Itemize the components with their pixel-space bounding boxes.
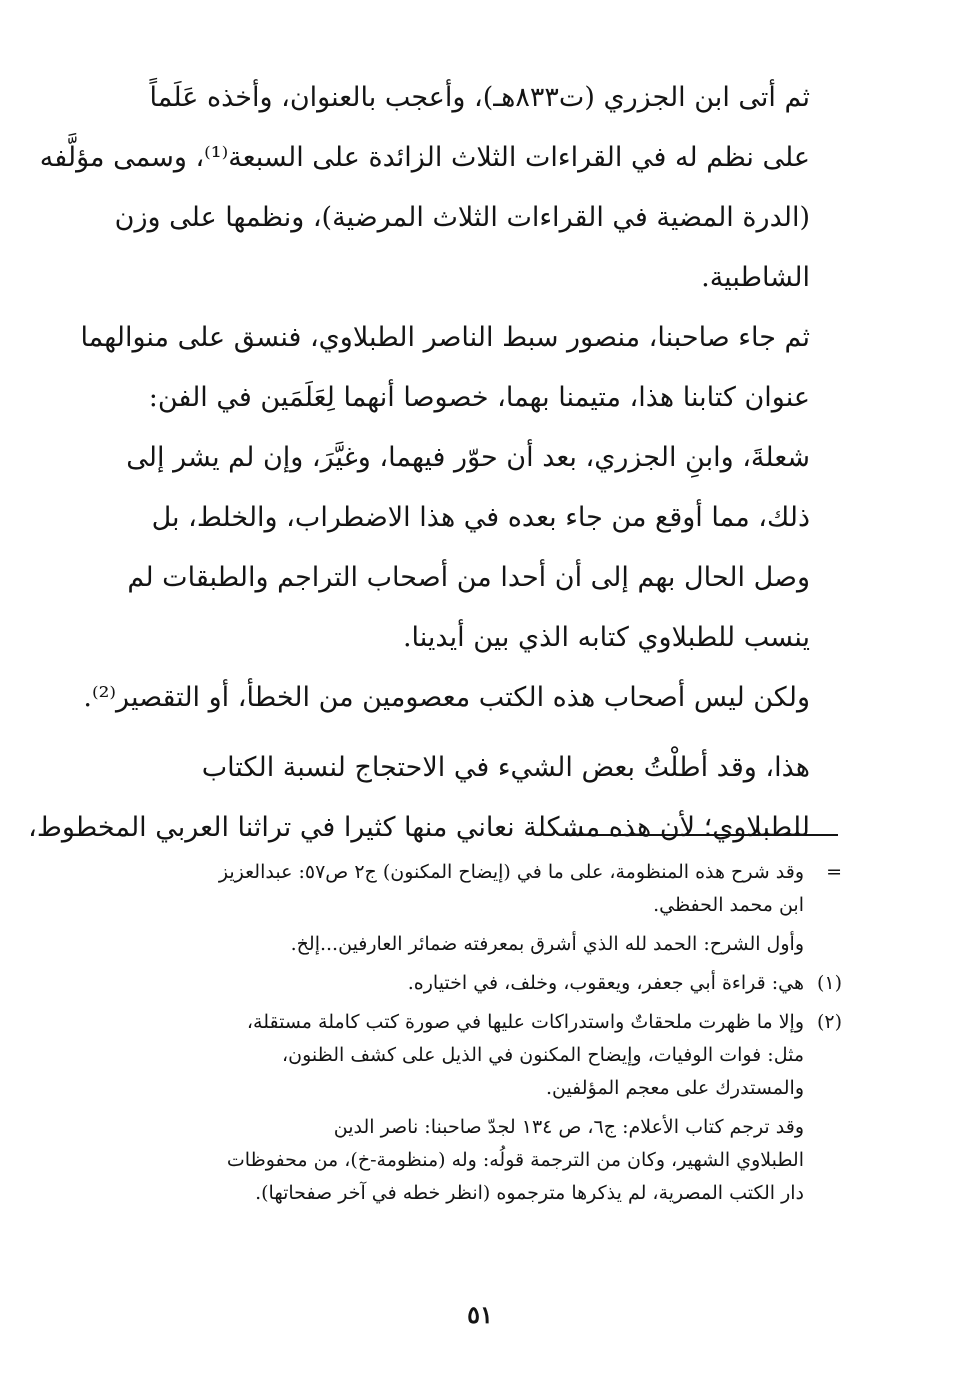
- footnote-line: وإلا ما ظهرت ملحقاتٌ واستدراكات عليها في صورة كتب كاملة مستقلة،: [246, 1011, 804, 1033]
- footnote-continued-extra: [112, 928, 842, 961]
- footnote-mark: =: [826, 861, 842, 883]
- footnote-line: مثل: فوات الوفيات، وإيضاح المكنون في الذيل على كشف الظنون،: [282, 1044, 804, 1066]
- text-line: ولكن ليس أصحاب هذه الكتب معصومين من الخطأ، أو التقصير⁽²⁾.: [83, 682, 810, 713]
- footnote-line: دار الكتب المصرية، لم يذكرها مترجموه (انظر خطه في آخر صفحاتها).: [255, 1182, 804, 1204]
- text-line: ذلك، مما أوقع من جاء بعده في هذا الاضطراب، والخلط، بل: [151, 502, 810, 533]
- footnote-line: وقد شرح هذه المنظومة، على ما في (إيضاح المكنون) ج٢ ص٥٧: عبدالعزيز: [218, 861, 804, 883]
- footnote-continued: [112, 856, 842, 922]
- footnote-separator: [566, 834, 838, 836]
- text-line: وصل الحال بهم إلى أن أحدا من أصحاب التراجم والطبقات لم: [127, 562, 810, 593]
- footnote-text: [112, 1111, 804, 1210]
- footnote-line: وأول الشرح: الحمد لله الذي أشرق بمعرفته ضمائر العارفين...إلخ.: [290, 933, 804, 955]
- footnote-mark: (١): [816, 972, 842, 994]
- text-line: ينسب للطبلاوي كتابه الذي بين أيدينا.: [402, 622, 810, 653]
- footnote-line: الطبلاوي الشهير، وكان من الترجمة قولُه: وله (منظومة-خ)، من محفوظات: [226, 1149, 804, 1171]
- footnote-2-extra: [112, 1111, 842, 1210]
- paragraph-1: [39, 68, 810, 308]
- footnote-line: والمستدرك على معجم المؤلفين.: [545, 1077, 804, 1099]
- text-line: هذا، وقد أطلْتُ بعض الشيء في الاحتجاج لنسبة الكتاب: [201, 752, 810, 783]
- paragraph-4: [28, 738, 810, 858]
- text-line: عنوان كتابنا هذا، متيمنا بهما، خصوصا أنهما لِعَلَمَين في الفن:: [148, 382, 810, 413]
- paragraph-2: [80, 308, 810, 668]
- footnotes: [112, 856, 842, 1216]
- footnote-line: ابن محمد الحفظي.: [653, 894, 804, 916]
- footnote-text: [112, 856, 804, 922]
- footnote-line: وقد ترجم كتاب الأعلام: ج٦، ص ١٣٤ لجدّ صاحبنا: ناصر الدين: [333, 1116, 804, 1138]
- footnote-2: [112, 1006, 842, 1105]
- footnote-mark: (٢): [816, 1011, 842, 1033]
- text-line: على نظم له في القراءات الثلاث الزائدة على السبعة⁽¹⁾، وسمى مؤلَّفه: [39, 142, 810, 173]
- footnote-text: [112, 928, 804, 961]
- footnote-line: هي: قراءة أبي جعفر، ويعقوب، وخلف، في اختياره.: [407, 972, 804, 994]
- paragraph-3: [83, 668, 810, 728]
- footnote-1: [112, 967, 842, 1000]
- text-line: شعلةَ، وابنِ الجزري، بعد أن حوّر فيهما، وغيَّرَ، وإن لم يشر إلى: [126, 442, 810, 473]
- footnote-text: [112, 967, 804, 1000]
- text-line: الشاطبية.: [701, 262, 810, 293]
- text-line: ثم جاء صاحبنا، منصور سبط الناصر الطبلاوي، فنسق على منوالهما: [80, 322, 810, 353]
- text-line: للطبلاوي؛ لأن هذه مشكلة نعاني منها كثيرا في تراثنا العربي المخطوط،: [28, 812, 810, 843]
- main-text: [28, 68, 810, 858]
- footnote-text: [112, 1006, 804, 1105]
- text-line: ثم أتى ابن الجزري (ت٨٣٣هـ)، وأعجب بالعنوان، وأخذه عَلَماً: [149, 82, 810, 113]
- text-line: (الدرة المضية في القراءات الثلاث المرضية)، ونظمها على وزن: [114, 202, 810, 233]
- page-number: ٥١: [467, 1300, 493, 1329]
